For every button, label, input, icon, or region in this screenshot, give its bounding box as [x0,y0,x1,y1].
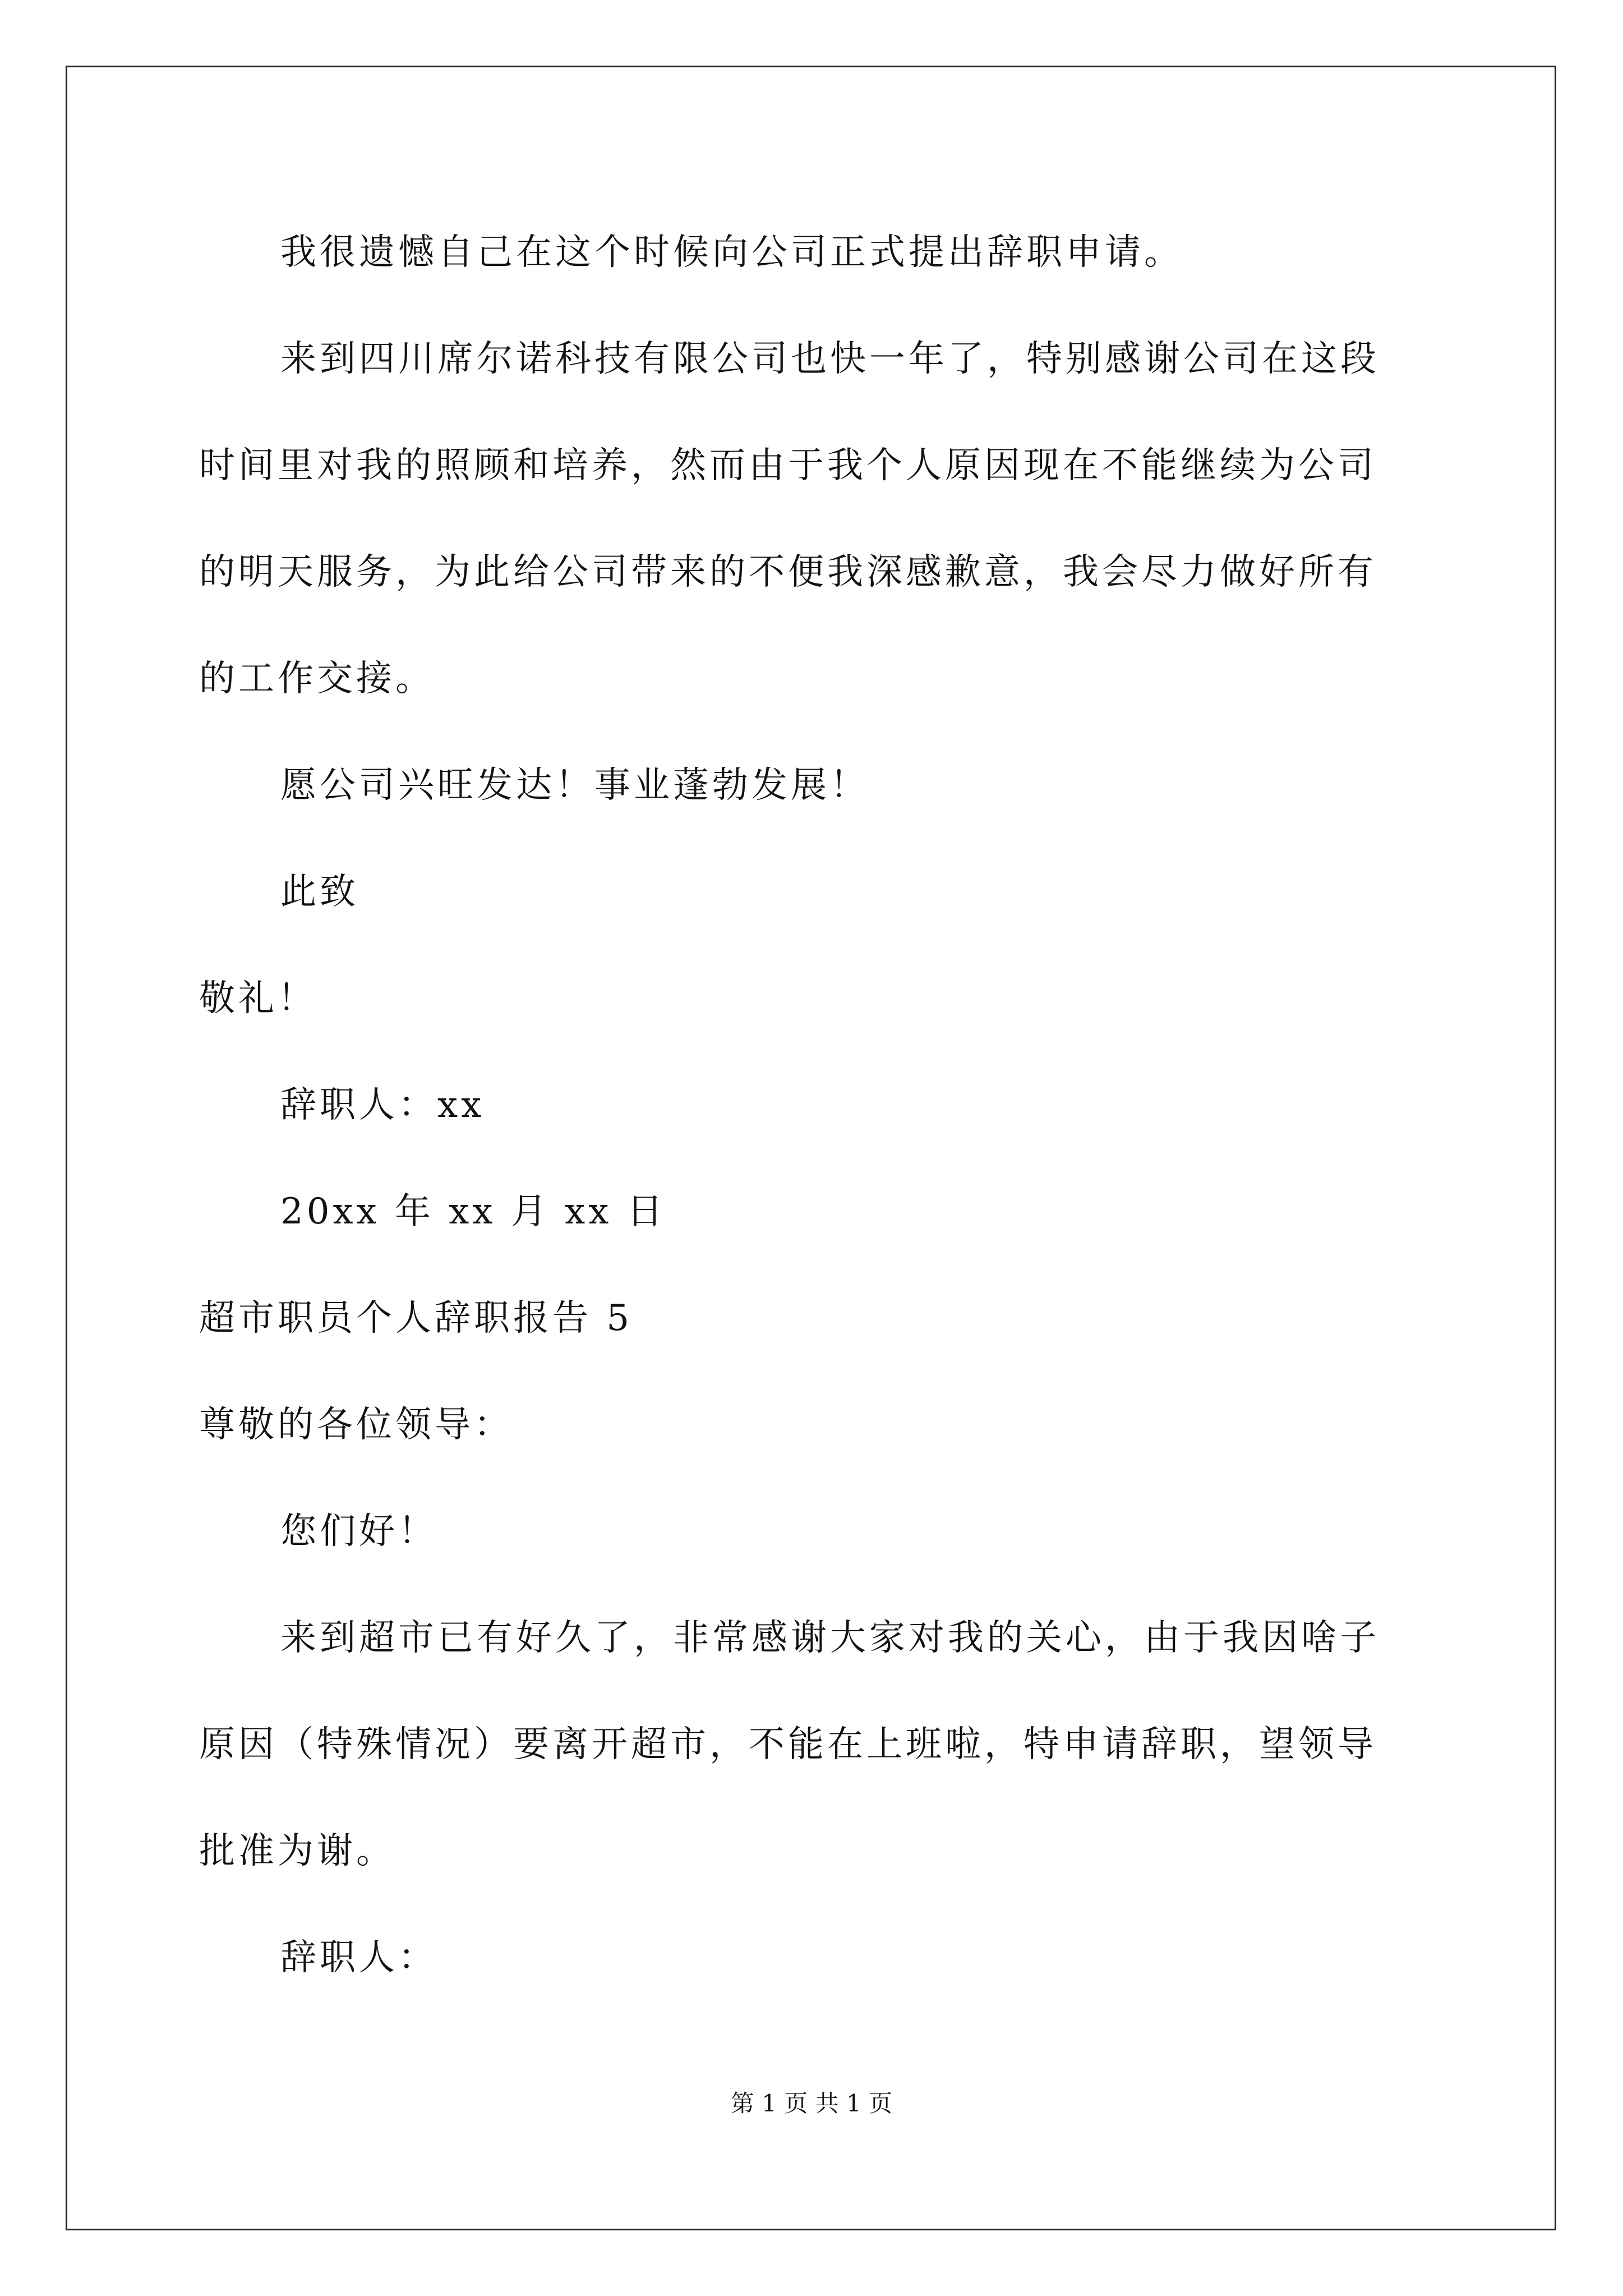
paragraph-line: 您们好！ [280,1511,437,1552]
paragraph-line: 原因（特殊情况）要离开超市，不能在上班啦，特申请辞职，望领导 [199,1724,1377,1765]
section-title: 超市职员个人辞职报告 5 [199,1297,633,1339]
page-footer: 第 1 页 共 1 页 [730,2090,893,2117]
paragraph-line: 愿公司兴旺发达！事业蓬勃发展！ [280,765,869,806]
page-border [66,66,1556,2230]
paragraph-line: 来到超市已有好久了，非常感谢大家对我的关心，由于我因啥子 [280,1617,1380,1659]
signature-line: 辞职人： [280,1937,437,1978]
closing-line: 此致 [280,871,359,913]
paragraph-line: 我很遗憾自己在这个时候向公司正式提出辞职申请。 [280,232,1183,273]
paragraph-line: 的工作交接。 [199,658,435,700]
paragraph-line: 来到四川席尔诺科技有限公司也快一年了，特别感谢公司在这段 [280,338,1380,380]
signature-line: 辞职人：xx [280,1084,485,1126]
paragraph-line: 批准为谢。 [199,1830,395,1872]
date-line: 20xx 年 xx 月 xx 日 [280,1191,666,1232]
salutation-line: 敬礼！ [199,978,317,1019]
paragraph-line: 时间里对我的照顾和培养，然而由于我个人原因现在不能继续为公司 [199,445,1377,486]
greeting-line: 尊敬的各位领导： [199,1404,513,1446]
paragraph-line: 的明天服务，为此给公司带来的不便我深感歉意，我会尽力做好所有 [199,551,1377,593]
